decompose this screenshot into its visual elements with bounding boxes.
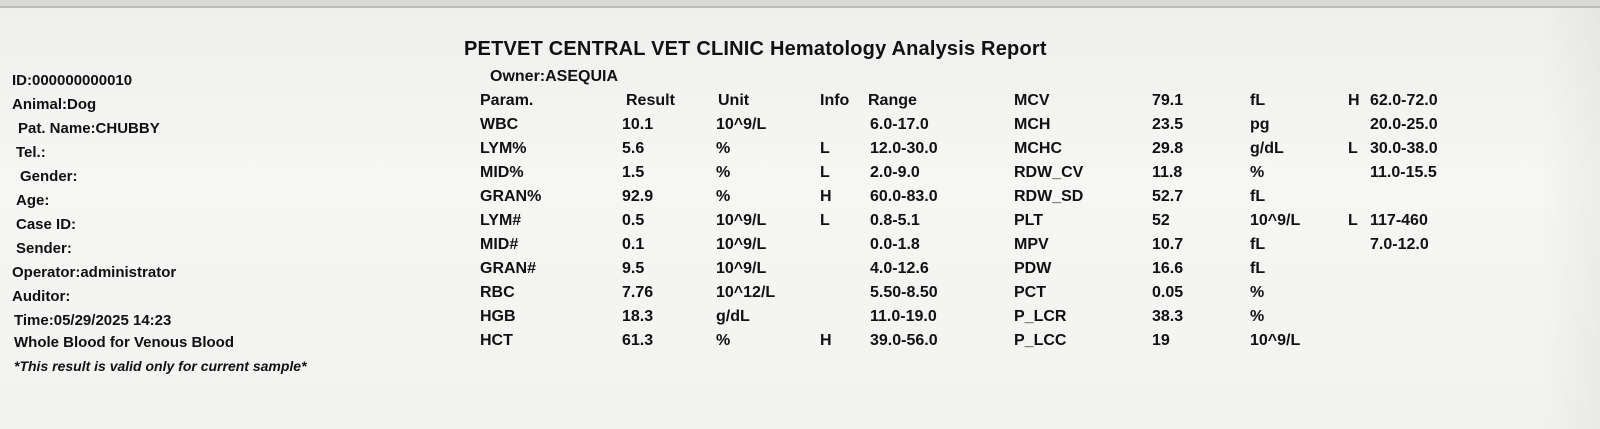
param-result: 29.8 [1152, 140, 1184, 157]
param-range: 11.0-19.0 [870, 308, 937, 325]
param-range: 5.50-8.50 [870, 284, 938, 301]
param-name: RDW_CV [1014, 164, 1084, 181]
param-name: RBC [480, 284, 515, 301]
header-info: Info [820, 92, 850, 109]
param-result: 10.7 [1152, 236, 1184, 253]
param-name: GRAN% [480, 188, 542, 205]
param-range: 12.0-30.0 [870, 140, 938, 157]
param-unit: % [1250, 308, 1265, 325]
param-unit: % [716, 332, 731, 349]
patient-case-id: Case ID: [16, 216, 77, 233]
param-range: 4.0-12.6 [870, 260, 929, 277]
param-result: 38.3 [1152, 308, 1184, 325]
param-name: PLT [1014, 212, 1044, 229]
report-paper [0, 6, 1600, 429]
param-result: 18.3 [622, 308, 654, 325]
param-name: MPV [1014, 236, 1049, 253]
param-flag: L [1348, 212, 1358, 229]
patient-auditor: Auditor: [12, 288, 71, 305]
param-name: LYM# [480, 212, 522, 229]
patient-time: Time:05/29/2025 14:23 [14, 312, 172, 329]
param-unit: 10^12/L [716, 284, 776, 301]
param-range: 117-460 [1370, 212, 1428, 229]
param-name: PCT [1014, 284, 1046, 301]
patient-id: ID:000000000010 [12, 72, 133, 89]
param-flag: H [1348, 92, 1360, 109]
param-name: RDW_SD [1014, 188, 1084, 205]
param-unit: fL [1250, 260, 1266, 277]
param-result: 0.1 [622, 236, 645, 253]
validity-note: *This result is valid only for current sample* [14, 358, 307, 374]
param-result: 79.1 [1152, 92, 1184, 109]
param-flag: L [1348, 140, 1358, 157]
param-result: 61.3 [622, 332, 654, 349]
param-unit: g/dL [1250, 140, 1284, 157]
param-range: 0.8-5.1 [870, 212, 920, 229]
param-name: HGB [480, 308, 516, 325]
param-unit: % [1250, 284, 1265, 301]
param-result: 7.76 [622, 284, 654, 301]
param-name: P_LCR [1014, 308, 1067, 325]
param-unit: fL [1250, 236, 1266, 253]
param-unit: 10^9/L [716, 116, 767, 133]
param-result: 0.5 [622, 212, 645, 229]
param-range: 6.0-17.0 [870, 116, 929, 133]
param-flag: H [820, 188, 832, 205]
param-flag: L [820, 140, 830, 157]
param-result: 9.5 [622, 260, 645, 277]
param-unit: % [716, 140, 731, 157]
param-name: HCT [480, 332, 513, 349]
param-range: 11.0-15.5 [1370, 164, 1437, 181]
header-unit: Unit [718, 92, 750, 109]
header-result: Result [626, 92, 675, 109]
param-result: 52 [1152, 212, 1170, 229]
param-unit: % [716, 188, 731, 205]
patient-age: Age: [16, 192, 50, 209]
param-flag: L [820, 164, 830, 181]
param-unit: g/dL [716, 308, 750, 325]
param-unit: % [716, 164, 731, 181]
header-param: Param. [480, 92, 534, 109]
param-unit: pg [1250, 116, 1270, 133]
param-name: MCV [1014, 92, 1050, 109]
param-range: 39.0-56.0 [870, 332, 938, 349]
param-name: LYM% [480, 140, 527, 157]
param-result: 11.8 [1152, 164, 1183, 181]
param-name: GRAN# [480, 260, 537, 277]
param-unit: fL [1250, 188, 1266, 205]
param-range: 60.0-83.0 [870, 188, 938, 205]
param-range: 30.0-38.0 [1370, 140, 1438, 157]
param-name: MCH [1014, 116, 1051, 133]
param-unit: 10^9/L [716, 236, 767, 253]
patient-operator: Operator:administrator [12, 264, 177, 281]
param-result: 52.7 [1152, 188, 1184, 205]
param-flag: L [820, 212, 830, 229]
param-name: P_LCC [1014, 332, 1067, 349]
param-result: 10.1 [622, 116, 654, 133]
param-name: PDW [1014, 260, 1052, 277]
param-unit: 10^9/L [1250, 332, 1301, 349]
param-result: 1.5 [622, 164, 645, 181]
patient-sender: Sender: [16, 240, 72, 257]
param-unit: fL [1250, 92, 1266, 109]
param-range: 62.0-72.0 [1370, 92, 1438, 109]
param-unit: 10^9/L [716, 260, 767, 277]
patient-gender: Gender: [20, 168, 78, 185]
param-range: 0.0-1.8 [870, 236, 920, 253]
param-result: 92.9 [622, 188, 654, 205]
param-name: MCHC [1014, 140, 1062, 157]
param-name: MID# [480, 236, 519, 253]
patient-name: Pat. Name:CHUBBY [18, 120, 160, 137]
param-result: 0.05 [1152, 284, 1184, 301]
param-result: 19 [1152, 332, 1170, 349]
param-name: WBC [480, 116, 519, 133]
header-range: Range [868, 92, 917, 109]
param-name: MID% [480, 164, 524, 181]
param-result: 5.6 [622, 140, 645, 157]
patient-animal: Animal:Dog [12, 96, 97, 113]
sample-type: Whole Blood for Venous Blood [14, 334, 234, 351]
paper-shadow [1540, 8, 1600, 429]
param-unit: 10^9/L [1250, 212, 1301, 229]
param-result: 23.5 [1152, 116, 1184, 133]
param-range: 7.0-12.0 [1370, 236, 1429, 253]
param-range: 20.0-25.0 [1370, 116, 1438, 133]
param-unit: 10^9/L [716, 212, 767, 229]
param-range: 2.0-9.0 [870, 164, 920, 181]
owner-label: Owner:ASEQUIA [490, 68, 619, 85]
param-result: 16.6 [1152, 260, 1184, 277]
param-flag: H [820, 332, 832, 349]
param-unit: % [1250, 164, 1265, 181]
report-title: PETVET CENTRAL VET CLINIC Hematology Analysis Report [464, 38, 1047, 60]
patient-tel: Tel.: [16, 144, 46, 161]
